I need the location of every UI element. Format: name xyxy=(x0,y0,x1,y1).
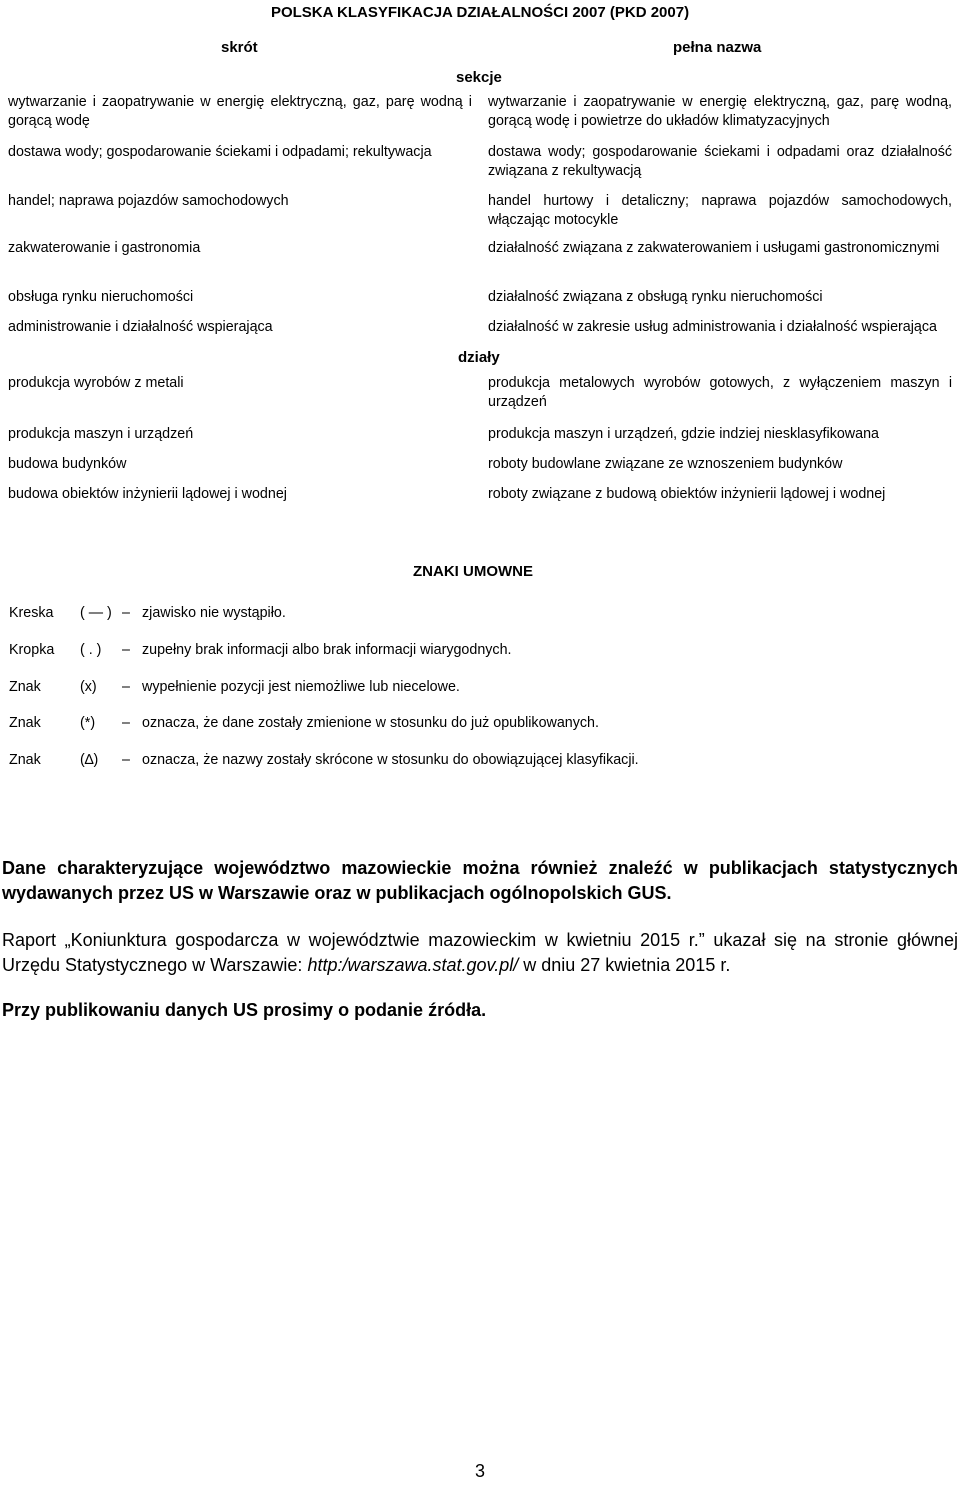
document-title: POLSKA KLASYFIKACJA DZIAŁALNOŚCI 2007 (PKD 2007) xyxy=(270,4,690,21)
short-name: dostawa wody; gospodarowanie ściekami i odpadami; rekultywacja xyxy=(8,144,432,160)
legend-symbol: ( . ) xyxy=(80,642,102,658)
legend-label: Kreska xyxy=(9,605,54,621)
column-header-full: pełna nazwa xyxy=(673,39,762,56)
short-name: produkcja wyrobów z metali xyxy=(8,375,184,391)
short-name: budowa obiektów inżynierii lądowej i wodnej xyxy=(8,486,287,502)
legend-label: Znak xyxy=(9,679,41,695)
sections-header: sekcje xyxy=(456,69,502,86)
column-header-short: skrót xyxy=(221,39,258,56)
legend-text: zupełny brak informacji albo brak informacji wiarygodnych. xyxy=(142,642,512,658)
legend-text: oznacza, że dane zostały zmienione w stosunku do już opublikowanych. xyxy=(142,715,599,731)
full-name: produkcja metalowych wyrobów gotowych, z wyłączeniem maszyn i urządzeń xyxy=(488,375,952,410)
report-text-after: w dniu 27 kwietnia 2015 r. xyxy=(518,955,731,975)
full-name: działalność związana z obsługą rynku nieruchomości xyxy=(488,289,823,305)
report-note xyxy=(2,928,958,978)
full-name: roboty związane z budową obiektów inżynierii lądowej i wodnej xyxy=(488,486,886,502)
short-name: wytwarzanie i zaopatrywanie w energię elektryczną, gaz, parę wodną i gorącą wodę xyxy=(8,94,472,129)
legend-label: Kropka xyxy=(9,642,55,658)
divisions-header: działy xyxy=(458,349,500,366)
full-name: handel hurtowy i detaliczny; naprawa pojazdów samochodowych, włączając motocykle xyxy=(488,193,952,228)
legend-dash: – xyxy=(122,679,130,695)
full-name: wytwarzanie i zaopatrywanie w energię elektryczną, gaz, parę wodną, gorącą wodę i powietrze do układów klimatyzacyjnych xyxy=(488,94,952,129)
citation-note: Przy publikowaniu danych US prosimy o podanie źródła. xyxy=(2,1000,487,1020)
short-name: produkcja maszyn i urządzeń xyxy=(8,426,194,442)
legend-text: zjawisko nie wystąpiło. xyxy=(142,605,286,621)
legend-symbol: ( — ) xyxy=(80,605,112,621)
page-number: 3 xyxy=(474,1461,485,1481)
short-name: budowa budynków xyxy=(8,456,127,472)
short-name: zakwaterowanie i gastronomia xyxy=(8,240,201,256)
legend-label: Znak xyxy=(9,752,41,768)
full-name: produkcja maszyn i urządzeń, gdzie indziej niesklasyfikowana xyxy=(488,426,879,442)
full-name: działalność w zakresie usług administrowania i działalność wspierająca xyxy=(488,319,937,335)
full-name: roboty budowlane związane ze wznoszeniem budynków xyxy=(488,456,843,472)
short-name: handel; naprawa pojazdów samochodowych xyxy=(8,193,289,209)
legend-dash: – xyxy=(122,752,130,768)
short-name: administrowanie i działalność wspierająca xyxy=(8,319,273,335)
legend-label: Znak xyxy=(9,715,41,731)
legend-dash: – xyxy=(122,642,130,658)
legend-symbol: (∆) xyxy=(80,752,99,768)
legend-symbol: (*) xyxy=(80,715,96,731)
legend-symbol: (x) xyxy=(80,679,97,695)
availability-note: Dane charakteryzujące województwo mazowieckie można również znaleźć w publikacjach statystycznych wydawanych przez US w Warszawie oraz w publikacjach ogólnopolskich GUS. xyxy=(2,858,958,903)
report-text-before: Raport „Koniunktura gospodarcza w województwie mazowieckim w kwietniu 2015 r.” ukazał się na stronie głównej Urzędu Statystycznego w Warszawie: xyxy=(2,930,958,975)
full-name: działalność związana z zakwaterowaniem i usługami gastronomicznymi xyxy=(488,240,940,256)
legend-text: wypełnienie pozycji jest niemożliwe lub niecelowe. xyxy=(142,679,460,695)
short-name: obsługa rynku nieruchomości xyxy=(8,289,194,305)
full-name: dostawa wody; gospodarowanie ściekami i odpadami oraz działalność związana z rekultywacją xyxy=(488,144,952,179)
legend-title: ZNAKI UMOWNE xyxy=(413,563,533,580)
legend-dash: – xyxy=(122,715,130,731)
legend-text: oznacza, że nazwy zostały skrócone w stosunku do obowiązującej klasyfikacji. xyxy=(142,752,639,768)
report-url: http:/warszawa.stat.gov.pl/ xyxy=(307,955,519,975)
legend-dash: – xyxy=(122,605,130,621)
